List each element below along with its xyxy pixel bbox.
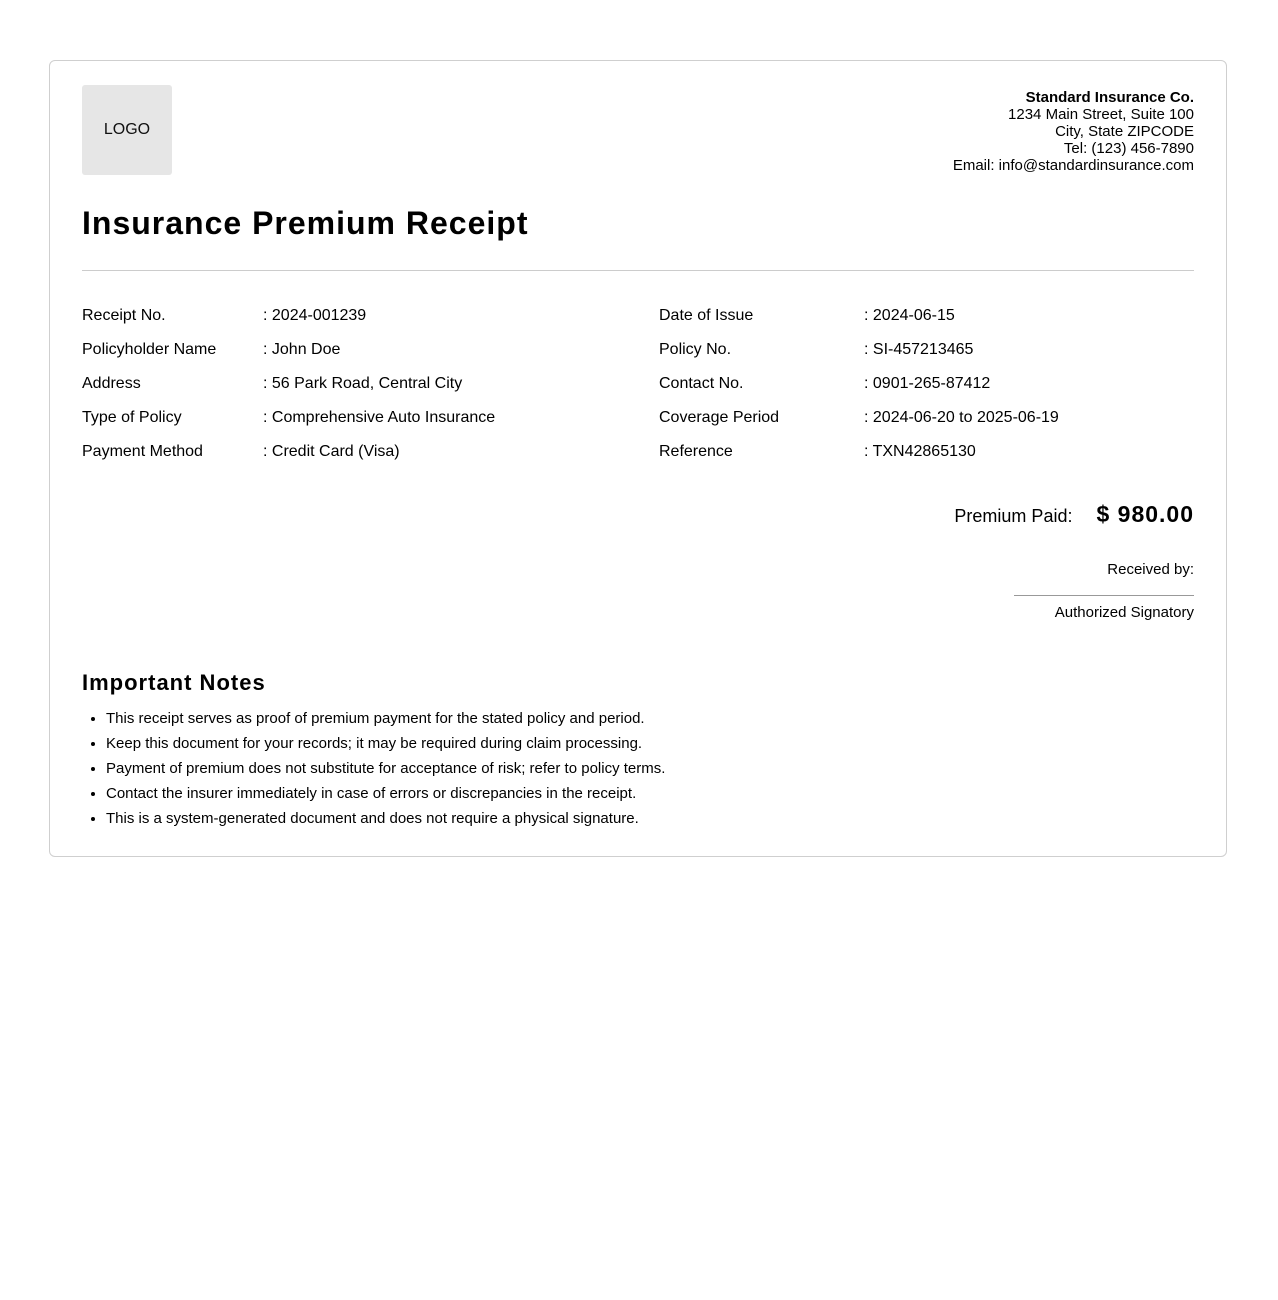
company-logo [82,85,172,175]
address-label: Address [82,375,141,392]
company-address-line2: City, State ZIPCODE [1055,123,1194,140]
date-of-issue-value: : 2024-06-15 [864,307,955,324]
coverage-period-label: Coverage Period [659,409,780,426]
receipt-no-value: : 2024-001239 [263,307,367,324]
premium-amount: $ 980.00 [1096,501,1194,527]
policyholder-name-value: : John Doe [263,341,341,358]
contact-no-value: : 0901-265-87412 [864,375,991,392]
policyholder-name-label: Policyholder Name [82,341,217,358]
note-item: • Contact the insurer immediately in case of errors or discrepancies in the receipt. [106,781,665,806]
company-email: Email: info@standardinsurance.com [952,157,1194,174]
company-address-line1: 1234 Main Street, Suite 100 [1008,106,1194,123]
received-by-label: Received by: [1107,561,1194,578]
logo-text: LOGO [103,121,151,138]
policy-no-label: Policy No. [659,341,732,358]
signature-line [1014,595,1194,596]
receipt-card [49,60,1227,857]
premium-paid [954,501,1194,528]
authorized-signatory-label: Authorized Signatory [1054,604,1194,621]
reference-value: : TXN42865130 [864,443,976,460]
payment-method-value: : Credit Card (Visa) [263,443,400,460]
payment-method-label: Payment Method [82,443,203,460]
receipt-details [82,299,1196,479]
premium-label: Premium Paid: [954,506,1073,526]
address-value: : 56 Park Road, Central City [263,375,463,392]
date-of-issue-label: Date of Issue [659,307,754,324]
policy-no-value: : SI-457213465 [864,341,974,358]
policy-type-value: : Comprehensive Auto Insurance [263,409,496,426]
company-name: Standard Insurance Co. [1025,89,1194,106]
page-title: Insurance Premium Receipt [82,205,529,241]
note-item: • Keep this document for your records; it may be required during claim processing. [106,731,665,756]
company-info [953,89,1194,174]
note-item: • Payment of premium does not substitute for acceptance of risk; refer to policy terms. [106,756,665,781]
reference-label: Reference [659,443,733,460]
notes-title: Important Notes [82,670,266,695]
receipt-no-label: Receipt No. [82,307,166,324]
note-item: • This receipt serves as proof of premium payment for the stated policy and period. [106,706,665,731]
policy-type-label: Type of Policy [82,409,182,426]
notes-list [82,706,665,831]
title-divider [82,270,1194,271]
note-item: • This is a system-generated document and does not require a physical signature. [106,806,665,831]
coverage-period-value: : 2024-06-20 to 2025-06-19 [864,409,1059,426]
company-phone: Tel: (123) 456-7890 [1063,140,1194,157]
contact-no-label: Contact No. [659,375,744,392]
